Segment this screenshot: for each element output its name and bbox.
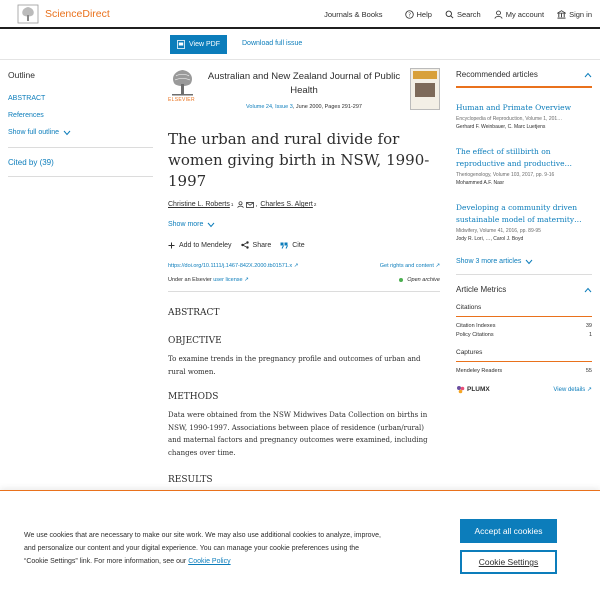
accept-all-cookies-button[interactable]: Accept all cookies: [460, 519, 557, 543]
chevron-down-icon: [63, 130, 71, 136]
recommended-item: [456, 102, 592, 130]
license-prefix: Under an Elsevier: [168, 277, 214, 283]
sign-in-label: Sign in: [569, 9, 592, 19]
institution-icon: [557, 10, 566, 19]
sign-in-link[interactable]: [557, 10, 592, 19]
author-separator: ,: [255, 201, 258, 208]
chevron-up-icon: [584, 72, 592, 78]
external-link-icon: ↗: [435, 263, 440, 269]
plumx-row: [456, 385, 592, 397]
plus-icon: [168, 242, 175, 249]
cookie-settings-button[interactable]: Cookie Settings: [460, 550, 557, 574]
journal-meta: [204, 104, 404, 110]
recommended-item-authors: Jody R. Lori, …, Carol J. Boyd: [456, 236, 524, 242]
cookie-banner: [0, 490, 600, 600]
chevron-up-icon: [584, 287, 592, 293]
chevron-down-icon: [525, 259, 533, 265]
elsevier-logo[interactable]: [168, 68, 197, 100]
journal-cover-image[interactable]: [410, 68, 440, 110]
open-access-dot-icon: [399, 278, 403, 282]
show-more-label: Show more: [168, 221, 204, 228]
show-more-link[interactable]: [168, 221, 215, 228]
my-account-link[interactable]: [494, 10, 544, 19]
view-details-link[interactable]: [553, 386, 592, 393]
recommended-heading-row[interactable]: [456, 70, 592, 79]
journal-meta-rest: , June 2000, Pages 291-297: [292, 104, 362, 110]
top-header: [0, 0, 600, 29]
cite-button[interactable]: [280, 242, 304, 249]
journal-header: [168, 66, 440, 112]
open-archive-label: Open archive: [407, 277, 440, 283]
citations-heading: Citations: [456, 304, 482, 311]
show-full-outline-link[interactable]: [8, 129, 153, 136]
show-more-articles-label: Show 3 more articles: [456, 258, 522, 265]
publisher-label: ELSEVIER: [168, 97, 195, 103]
rights-label: Get rights and content: [379, 263, 434, 269]
article-main: [168, 66, 440, 485]
author-affiliation-sup: 1: [230, 202, 234, 207]
open-archive-badge: [399, 277, 440, 283]
share-label: Share: [252, 241, 272, 249]
user-icon: [494, 10, 503, 19]
plumx-icon: [456, 385, 465, 394]
plumx-label: PLUMX: [467, 386, 490, 393]
methods-text: Data were obtained from the NSW Midwives Data Collection on births in NSW, 1990-1997. Associations between place of residence (urban/rural) and maternal factors and pregnancy outcomes were examined, including changes over time.: [168, 411, 428, 457]
author-list: [168, 201, 316, 208]
outline-divider: [8, 176, 153, 177]
outline-heading: Outline: [8, 70, 35, 80]
external-link-icon: ↗: [293, 263, 299, 269]
doi-link[interactable]: [168, 263, 298, 269]
metric-row: [456, 368, 592, 374]
recommended-item-authors: Gerhard F. Weinbauer, C. Marc Luetjens: [456, 124, 546, 130]
pdf-icon: [177, 40, 185, 49]
article-title: The urban and rural divide for women giving birth in NSW, 1990-1997: [168, 130, 430, 190]
search-link[interactable]: [445, 10, 481, 19]
results-heading: RESULTS: [168, 475, 213, 485]
metric-row: [456, 332, 592, 338]
metric-label: Mendeley Readers: [456, 368, 503, 374]
help-link[interactable]: [405, 10, 432, 19]
outline-panel: [8, 70, 153, 177]
add-to-mendeley-label: Add to Mendeley: [179, 241, 232, 249]
svg-text:?: ?: [407, 12, 411, 19]
show-more-articles-link[interactable]: [456, 258, 592, 265]
metrics-heading-row[interactable]: [456, 285, 592, 294]
email-icon[interactable]: [246, 202, 254, 208]
methods-heading: METHODS: [168, 392, 219, 402]
recommended-heading: Recommended articles: [456, 70, 538, 79]
user-license-label: user license: [213, 277, 243, 283]
metric-label: Policy Citations: [456, 332, 494, 338]
article-toolbar: [0, 29, 600, 60]
top-nav: [311, 0, 592, 28]
author-link[interactable]: Christine L. Roberts: [168, 201, 230, 208]
volume-issue-link[interactable]: Volume 24, Issue 3: [246, 104, 293, 110]
cover-band: [413, 71, 437, 79]
journals-books-link[interactable]: Journals & Books: [324, 9, 383, 19]
cookie-message: We use cookies that are necessary to make our site work. We may also use additional cookies to analyze, improve, and personalize our content and your digital experience. You can manage your cookie preferences using the “Cookie Settings” link. For more information, see our: [24, 532, 381, 565]
recommended-item-source: Theriogenology, Volume 103, 2017, pp. 9-16: [456, 172, 555, 178]
view-pdf-label: View PDF: [189, 41, 220, 48]
journal-title-link[interactable]: Australian and New Zealand Journal of Public Health: [207, 71, 401, 96]
brand-name: ScienceDirect: [45, 7, 110, 20]
sidebar-divider: [456, 274, 592, 275]
cover-photo: [415, 83, 435, 97]
metric-label: Citation Indexes: [456, 323, 496, 329]
captures-heading: Captures: [456, 349, 483, 356]
section-divider: [168, 291, 440, 292]
elsevier-tree-icon: [17, 4, 39, 24]
citations-divider: [456, 316, 592, 317]
metric-row: [456, 323, 592, 329]
quote-icon: [280, 242, 288, 249]
captures-divider: [456, 361, 592, 362]
add-to-mendeley-button[interactable]: [168, 242, 232, 249]
cookie-text: [24, 529, 384, 568]
search-label: Search: [456, 9, 481, 19]
outline-item-abstract[interactable]: ABSTRACT: [8, 95, 46, 102]
metric-value: 1: [588, 332, 592, 338]
my-account-label: My account: [505, 9, 545, 19]
chevron-down-icon: [207, 222, 215, 228]
metrics-heading: Article Metrics: [456, 285, 507, 294]
recommended-item: [456, 202, 592, 242]
search-icon: [445, 10, 454, 19]
rights-content-link[interactable]: [380, 263, 440, 269]
view-pdf-button[interactable]: [170, 35, 227, 54]
outline-item-references[interactable]: References: [8, 112, 44, 119]
share-button[interactable]: [241, 241, 272, 249]
help-label: Help: [416, 9, 432, 19]
cited-by-link[interactable]: Cited by (39): [8, 158, 54, 167]
external-link-icon: ↗: [244, 277, 249, 283]
external-link-icon: ↗: [586, 387, 592, 393]
sciencedirect-logo[interactable]: [17, 4, 110, 24]
recommended-item-source: Midwifery, Volume 41, 2016, pp. 89-95: [456, 228, 541, 234]
license-row: [168, 277, 440, 283]
abstract-heading: ABSTRACT: [168, 308, 220, 318]
sidebar-right: [456, 70, 592, 397]
objective-heading: OBJECTIVE: [168, 336, 222, 346]
doi-label: https://doi.org/10.1111/j.1467-842X.2000.tb01571.x: [168, 263, 293, 269]
help-icon: [405, 10, 414, 19]
recommended-item-authors: Mohammed A.F. Nasr: [456, 180, 505, 186]
recommended-item: [456, 146, 592, 186]
show-full-outline-label: Show full outline: [8, 129, 59, 136]
author-affiliation-sup: 2: [313, 202, 317, 207]
outline-divider: [8, 147, 153, 148]
author-link[interactable]: Charles S. Algert: [260, 201, 313, 208]
recommended-divider: [456, 86, 592, 88]
cookie-policy-link[interactable]: Cookie Policy: [188, 558, 231, 565]
cite-label: Cite: [292, 241, 305, 249]
doi-row: [168, 263, 440, 269]
download-full-issue-link[interactable]: Download full issue: [242, 40, 303, 47]
recommended-item-title[interactable]: Human and Primate Overview: [456, 103, 572, 112]
objective-text: To examine trends in the pregnancy profile and outcomes of urban and rural women.: [168, 355, 421, 376]
recommended-item-source: Encyclopedia of Reproduction, Volume 1, 201…: [456, 116, 563, 122]
person-icon: [237, 201, 244, 208]
recommended-item-title[interactable]: The effect of stillbirth on reproductive and productive…: [456, 147, 573, 168]
metric-value: 55: [585, 368, 592, 374]
recommended-item-title[interactable]: Developing a community driven sustainable model of maternity…: [456, 203, 582, 224]
metric-value: 39: [585, 323, 592, 329]
share-icon: [241, 241, 249, 249]
view-details-label: View details: [553, 387, 586, 393]
article-actions: [168, 241, 314, 249]
user-license-link[interactable]: [213, 277, 249, 283]
